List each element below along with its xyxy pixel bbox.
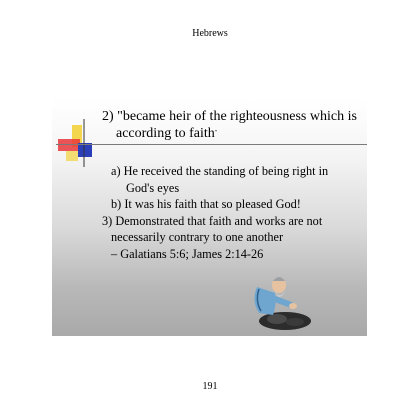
page-number: 191: [202, 381, 218, 392]
point-a-line-2: God's eyes: [126, 180, 180, 195]
heading-line-2-text: according to faith: [116, 126, 215, 141]
slide-body: [102, 163, 364, 262]
point-3-line-2: necessarily contrary to one another: [111, 230, 284, 244]
heading-line-2: [102, 125, 364, 142]
presentation-slide: [52, 99, 367, 336]
point-3-line-1: 3) Demonstrated that faith and works are not: [102, 213, 323, 228]
point-b: b) It was his faith that so pleased God!: [111, 197, 301, 211]
heading-line-1: 2) "became heir of the righteousness which is: [102, 109, 357, 124]
slide-heading: [102, 108, 364, 142]
heading-divider: [56, 144, 367, 145]
heading-quote-mark: ": [214, 130, 218, 136]
scripture-reference: – Galatians 5:6; James 2:14-26: [111, 246, 264, 261]
running-header: Hebrews: [192, 28, 228, 39]
praying-man-clipart-icon: [247, 267, 313, 331]
point-a-line-1: a) He received the standing of being right in: [111, 164, 329, 178]
